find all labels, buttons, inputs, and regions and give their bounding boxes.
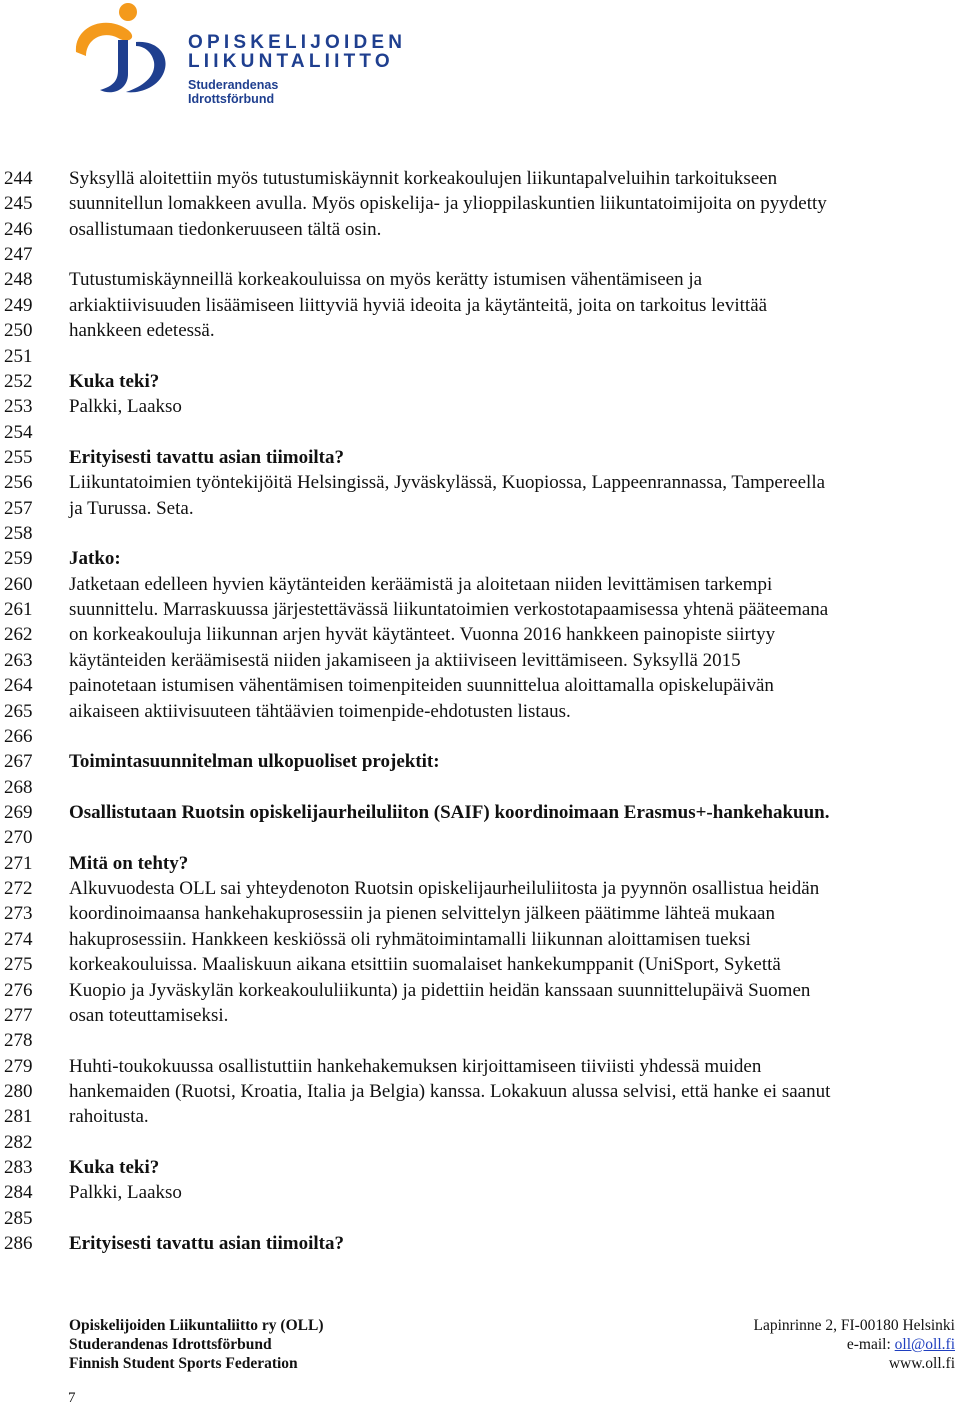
text-line [69,724,959,749]
line-number: 258 [4,523,33,545]
logo [66,0,407,106]
text-line [69,1206,959,1231]
text-line: osallistumaan tiedonkeruuseen tältä osin. [69,218,382,240]
line-number: 277 [4,1004,33,1026]
line-number: 255 [4,446,33,468]
line-number: 245 [4,193,33,215]
line-number: 269 [4,801,33,823]
logo-text-line1: OPISKELIJOIDEN [188,32,407,53]
line-number: 262 [4,624,33,646]
line-number: 271 [4,852,33,874]
line-number: 250 [4,320,33,342]
heading-line: Erityisesti tavattu asian tiimoilta? [69,446,344,468]
line-number: 254 [4,421,33,443]
line-number: 260 [4,573,33,595]
line-number: 284 [4,1182,33,1204]
text-line: hankkeen edetessä. [69,320,215,342]
text-line: hankemaiden (Ruotsi, Kroatia, Italia ja Belgia) kanssa. Lokakuun alussa selvisi, että hanke ei saanut [69,1080,831,1102]
text-line: painotetaan istumisen vähentämisen toimenpiteiden suunnittelua aloittamalla opiskelupäivän [69,675,774,697]
logo-text-line3: Studerandenas Idrottsförbund [188,78,279,106]
line-number: 275 [4,954,33,976]
line-numbers [4,166,38,1256]
heading-line: Erityisesti tavattu asian tiimoilta? [69,1233,344,1255]
line-number: 256 [4,472,33,494]
text-line: korkeakouluissa. Maaliskuun aikana etsittiin suomalaiset hankekumppanit (UniSport, Sykettä [69,954,781,976]
footer-website[interactable]: www.oll.fi [888,1355,955,1372]
line-number: 265 [4,700,33,722]
text-line: rahoitusta. [69,1106,149,1128]
heading-line: Osallistutaan Ruotsin opiskelijaurheiluliiton (SAIF) koordinoimaan Erasmus+-hankehakuun. [69,801,830,823]
text-line: koordinoimaansa hankehakuprosessiin ja pienen selvittelyn jälkeen päätimme lähteä mukaan [69,903,775,925]
line-number: 282 [4,1131,33,1153]
text-line [69,825,959,850]
line-number: 257 [4,497,33,519]
heading-line: Jatko: [69,548,121,570]
text-line: Jatketaan edelleen hyvien käytänteiden keräämistä ja aloitetaan niiden levittämisen tarkempi [69,573,773,595]
line-number: 263 [4,649,33,671]
line-number: 272 [4,878,33,900]
line-number: 244 [4,168,33,189]
text-line: Huhti-toukokuussa osallistuttiin hankehakemuksen kirjoittamiseen tiiviisti yhdessä muiden [69,1055,762,1077]
text-line: Liikuntatoimien työntekijöitä Helsingissä, Jyväskylässä, Kuopiossa, Lappeenrannassa, Tampereella [69,472,826,494]
footer-email-label: e-mail: [846,1336,895,1353]
text-line: suunnitellun lomakkeen avulla. Myös opiskelija- ja ylioppilaskuntien liikuntatoimijoita on pyydetty [69,193,827,215]
document-body [69,166,959,1256]
text-line: Syksyllä aloitettiin myös tutustumiskäynnit korkeakoulujen liikuntapalveluihin tarkoitukseen [69,168,778,189]
text-line: ja Turussa. Seta. [69,497,194,519]
line-number: 268 [4,776,33,798]
line-number: 285 [4,1207,33,1229]
text-line [69,420,959,445]
text-line [69,1130,959,1155]
line-number: 273 [4,903,33,925]
heading-line: Kuka teki? [69,1157,160,1179]
heading-line: Mitä on tehty? [69,852,189,874]
line-number: 246 [4,218,33,240]
footer-email-link[interactable]: oll@oll.fi [894,1336,955,1353]
line-number: 278 [4,1030,33,1052]
footer-organization [69,1316,324,1373]
text-line [69,344,959,369]
text-line: Alkuvuodesta OLL sai yhteydenoton Ruotsin opiskelijaurheiluliitosta ja pyynnön osallistua heidän [69,878,820,900]
line-number: 279 [4,1055,33,1077]
text-line: Palkki, Laakso [69,396,182,418]
line-number: 283 [4,1157,33,1179]
text-line [69,1028,959,1053]
footer-email-row [754,1335,955,1354]
line-number: 253 [4,396,33,418]
line-number: 251 [4,345,33,367]
text-line: arkiaktiivisuuden lisäämiseen liittyviä hyviä ideoita ja käytänteitä, joita on tarkoitus levittää [69,294,768,316]
text-line: suunnittelu. Marraskuussa järjestettävässä liikuntatoimien verkostotapaamisessa yhtenä pääteemana [69,599,829,621]
footer-address: Lapinrinne 2, FI-00180 Helsinki [753,1317,955,1334]
line-number: 264 [4,675,33,697]
line-number: 266 [4,725,33,747]
line-number: 281 [4,1106,33,1128]
line-number: 267 [4,751,33,773]
text-line [69,242,959,267]
page-number: 7 [68,1390,76,1406]
line-number: 259 [4,548,33,570]
text-line: Palkki, Laakso [69,1182,182,1204]
text-line [69,521,959,546]
text-line [69,775,959,800]
footer-contact [754,1316,955,1373]
line-number: 261 [4,599,33,621]
line-number: 274 [4,928,33,950]
heading-line: Toimintasuunnitelman ulkopuoliset projektit: [69,751,440,773]
line-number: 276 [4,979,33,1001]
line-number: 270 [4,827,33,849]
logo-mark-icon [66,0,176,100]
text-line: Kuopio ja Jyväskylän korkeakoululiikunta) ja pidettiin heidän kanssaan suunnittelupäivä Suomen [69,979,811,1001]
line-number: 247 [4,244,33,266]
footer-org-name-en: Finnish Student Sports Federation [69,1355,298,1372]
text-line: on korkeakouluja liikunnan arjen hyvät käytänteet. Vuonna 2016 hankkeen painopiste siirtyy [69,624,776,646]
line-number: 280 [4,1080,33,1102]
text-line: Tutustumiskäynneillä korkeakouluissa on myös kerätty istumisen vähentämiseen ja [69,269,703,291]
text-line: osan toteuttamiseksi. [69,1004,229,1026]
line-number: 249 [4,294,33,316]
footer-org-name-sv: Studerandenas Idrottsförbund [69,1336,272,1353]
heading-line: Kuka teki? [69,370,160,392]
line-number: 248 [4,269,33,291]
text-line: käytänteiden keräämisestä niiden jakamiseen ja aktiiviseen levittämiseen. Syksyllä 2015 [69,649,741,671]
text-line: hakuprosessiin. Hankkeen keskiössä oli ryhmätoimintamalli liikunnan aloittamisen tueksi [69,928,751,950]
line-number: 252 [4,370,33,392]
line-number: 286 [4,1233,33,1255]
logo-text-line2: LIIKUNTALIITTO [188,51,394,72]
text-line: aikaiseen aktiivisuuteen tähtäävien toimenpide-ehdotusten listaus. [69,700,571,722]
footer-org-name-fi: Opiskelijoiden Liikuntaliitto ry (OLL) [69,1317,324,1334]
